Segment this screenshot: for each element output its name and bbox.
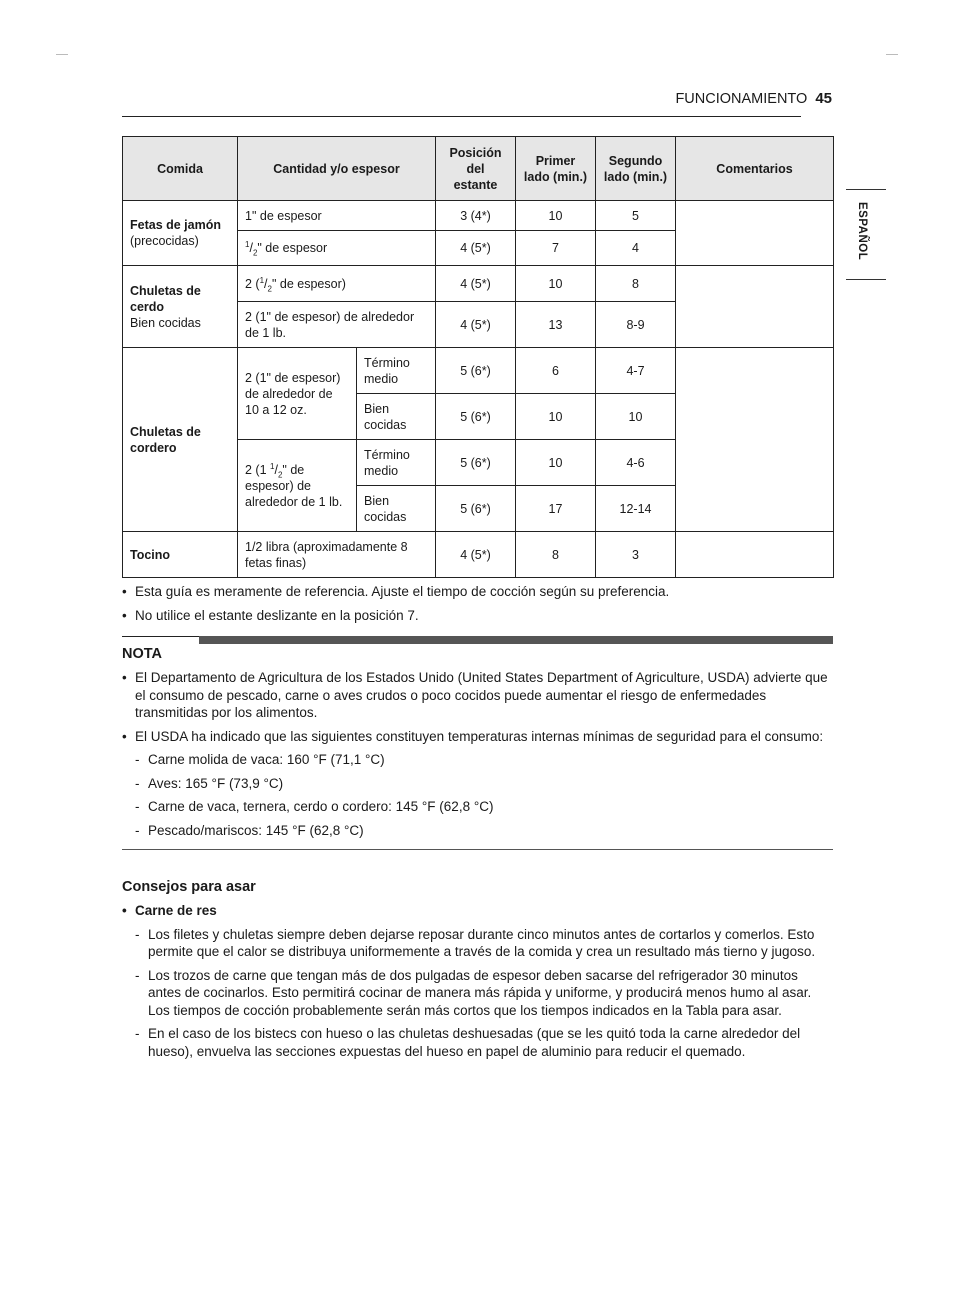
footnote: • No utilice el estante deslizante en la posición 7. [122,607,833,625]
food-name: Fetas de jamón [130,218,221,232]
section-title: FUNCIONAMIENTO [675,91,808,107]
qty-text: " de espesor [257,241,328,255]
pos-cell: 5 (6*) [436,486,516,532]
first-cell: 10 [516,266,596,302]
col-header: Posición del estante [436,137,516,201]
food-name: Chuletas de cordero [130,424,201,455]
qty-cell: 1" de espesor [238,201,436,231]
note-rule [122,636,833,645]
first-cell: 6 [516,348,596,394]
col-header: Cantidad y/o espesor [238,137,436,201]
doneness-cell: Término medio [357,348,436,394]
col-header: Primer lado (min.) [516,137,596,201]
col-header: Comida [123,137,238,201]
food-note: (precocidas) [130,234,199,248]
temp-item: - Aves: 165 °F (73,9 °C) [122,775,833,793]
pos-cell: 4 (5*) [436,231,516,266]
frac-den: 2 [267,284,272,293]
page-content [122,136,833,1060]
second-cell: 8 [596,266,676,302]
note-bullet: • El USDA ha indicado que las siguientes constituyen temperaturas internas mínimas de seguridad para el consumo: [122,728,833,746]
second-cell: 4-6 [596,440,676,486]
frac-num: 1 [270,461,275,471]
qty-text: 2 (1 [245,462,271,477]
comments-cell [676,532,834,578]
food-cell [123,348,238,532]
footnotes [122,583,833,624]
qty-text: 2 ( [245,276,260,291]
page-header [675,90,832,107]
table-row [123,348,834,394]
food-note: Bien cocidas [130,315,201,330]
qty-text: " de espesor) de alrededor de 1 lb. [245,462,343,509]
section-heading: Consejos para asar [122,879,256,895]
second-cell: 12-14 [596,486,676,532]
tips-section [122,878,833,1060]
second-cell: 8-9 [596,302,676,348]
broil-table [122,136,834,578]
pos-cell: 5 (6*) [436,440,516,486]
pos-cell: 4 (5*) [436,302,516,348]
comments-cell [676,266,834,348]
food-name: Tocino [130,547,171,562]
temp-item: - Carne molida de vaca: 160 °F (71,1 °C) [122,751,833,769]
col-header: Segundo lado (min.) [596,137,676,201]
first-cell: 17 [516,486,596,532]
frac-num: 1 [259,275,265,285]
qty-cell: 2 (1" de espesor) de alrededor de 1 lb. [238,302,436,348]
table-header-row [123,137,834,201]
first-cell: 7 [516,231,596,266]
first-cell: 8 [516,532,596,578]
note-title: NOTA [122,646,163,662]
first-cell: 10 [516,201,596,231]
pos-cell: 5 (6*) [436,348,516,394]
frac-den: 2 [277,470,283,479]
col-header: Comentarios [676,137,834,201]
table-row [123,532,834,578]
footnote: • Esta guía es meramente de referencia. Ajuste el tiempo de cocción según su preferencia. [122,583,833,601]
language-label: ESPAÑOL [856,202,868,261]
note-end-rule [122,849,833,850]
temp-item: - Pescado/mariscos: 145 °F (62,8 °C) [122,822,833,840]
pos-cell: 4 (5*) [436,266,516,302]
qty-cell: $^1/_2$" de espesor [238,231,436,266]
doneness-cell: Bien cocidas [357,486,436,532]
pos-cell: 3 (4*) [436,201,516,231]
food-cell [123,201,238,266]
page-number: 45 [815,90,832,107]
first-cell: 10 [516,440,596,486]
doneness-cell: Término medio [357,440,436,486]
doneness-cell: Bien cocidas [357,394,436,440]
first-cell: 13 [516,302,596,348]
second-cell: 3 [596,532,676,578]
tip-item: - Los filetes y chuletas siempre deben dejarse reposar durante cinco minutos antes de cortarlos y comerlos. Esto permite que el calor se distribuya uniformemente a través de la comida y crea un resultado más tierno y jugoso. [122,926,833,961]
crop-mark [56,54,68,55]
food-cell [123,266,238,348]
pos-cell: 4 (5*) [436,532,516,578]
note-box [122,645,833,839]
qty-cell: 1/2 libra (aproximadamente 8 fetas finas) [238,532,436,578]
second-cell: 4-7 [596,348,676,394]
tips-category: • Carne de res [122,902,833,920]
qty-cell: 2 ($^1/_2$" de espesor) [238,266,436,302]
frac-num: 1 [245,239,250,249]
table-row [123,266,834,302]
language-tab [846,189,886,280]
qty-cell: 2 (1" de espesor) de alrededor de 10 a 12 oz. [238,348,357,440]
first-cell: 10 [516,394,596,440]
qty-text: " de espesor) [271,276,346,291]
second-cell: 10 [596,394,676,440]
note-bullet: • El Departamento de Agricultura de los Estados Unido (United States Department of Agriculture, USDA) advierte que el consumo de pescado, carne o aves crudos o poco cocidos puede aumentar el riesgo de enfermedades transmitidas por los alimentos. [122,669,833,722]
header-rule [122,116,801,117]
qty-cell: 2 (1 $^1/_2$" de espesor) de alrededor de 1 lb. [238,440,357,532]
food-name: Chuletas de cerdo [130,283,201,314]
comments-cell [676,201,834,266]
tip-item: - Los trozos de carne que tengan más de dos pulgadas de espesor deben sacarse del refrigerador 30 minutos antes de cocinarlos. Esto permitirá cocinar de manera más rápida y uniforme, y producirá menos humo al asar. Los tiempos de cocción probablemente serán más cortos que los tiempos indicados en la Tabla para asar. [122,967,833,1020]
comments-cell [676,348,834,532]
note-bar [199,636,833,644]
food-cell [123,532,238,578]
tip-item: - En el caso de los bistecs con hueso o las chuletas deshuesadas (que se les quitó toda la carne alrededor del hueso), envuelva las secciones expuestas del hueso en papel de aluminio para reducir el quemado. [122,1025,833,1060]
second-cell: 4 [596,231,676,266]
crop-mark [886,54,898,55]
table-row [123,201,834,231]
second-cell: 5 [596,201,676,231]
temp-item: - Carne de vaca, ternera, cerdo o cordero: 145 °F (62,8 °C) [122,798,833,816]
frac-den: 2 [252,248,258,258]
pos-cell: 5 (6*) [436,394,516,440]
